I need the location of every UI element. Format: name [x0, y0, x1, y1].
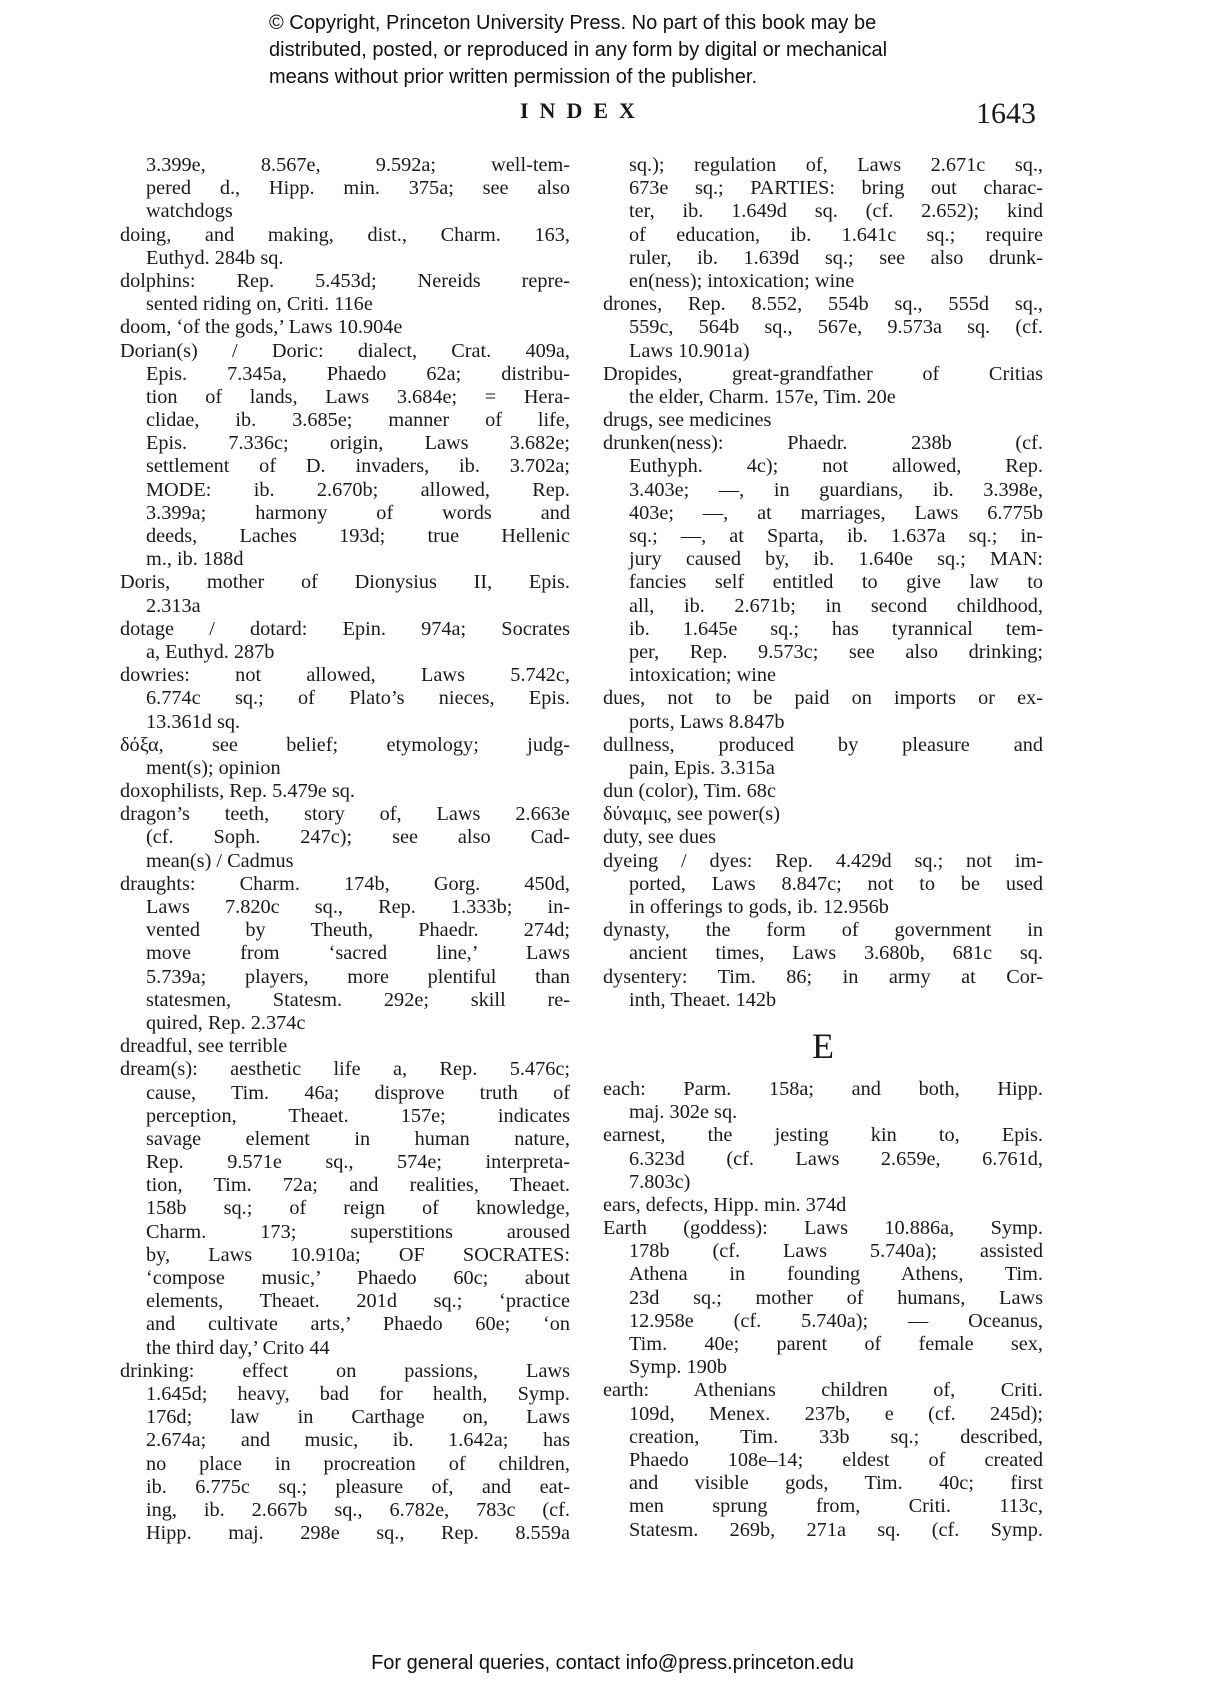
footer-contact: For general queries, contact info@press.princeton.edu	[371, 1652, 854, 1674]
index-line: Hipp. maj. 298e sq., Rep. 8.559a	[146, 1522, 570, 1545]
index-line: maj. 302e sq.	[629, 1101, 738, 1124]
index-line: cause, Tim. 46a; disprove truth of	[146, 1081, 570, 1104]
index-line: no place in procreation of children,	[146, 1452, 570, 1475]
index-line: dreadful, see terrible	[120, 1035, 288, 1058]
index-line: 12.958e (cf. 5.740a); — Oceanus,	[629, 1309, 1043, 1332]
index-line: Earth (goddess): Laws 10.886a, Symp.	[603, 1217, 1043, 1240]
index-line: of education, ib. 1.641c sq.; require	[629, 223, 1043, 246]
index-line: Symp. 190b	[629, 1356, 728, 1379]
index-line: Doris, mother of Dionysius II, Epis.	[120, 571, 570, 594]
index-line: ter, ib. 1.649d sq. (cf. 2.652); kind	[629, 200, 1043, 223]
index-line: drugs, see medicines	[603, 409, 772, 432]
index-line: dotage / dotard: Epin. 974a; Socrates	[120, 617, 570, 640]
index-line: 673e sq.; PARTIES: bring out charac-	[629, 177, 1043, 200]
index-line: 2.674a; and music, ib. 1.642a; has	[146, 1429, 570, 1452]
index-line: the third day,’ Crito 44	[146, 1336, 330, 1359]
index-line: dolphins: Rep. 5.453d; Nereids repre-	[120, 269, 570, 292]
index-line: ears, defects, Hipp. min. 374d	[603, 1193, 847, 1216]
index-line: in offerings to gods, ib. 12.956b	[629, 896, 889, 918]
index-line: 559c, 564b sq., 567e, 9.573a sq. (cf.	[629, 316, 1043, 339]
copyright-line: means without prior written permission of the publisher.	[269, 66, 758, 88]
index-line: dyeing / dyes: Rep. 4.429d sq.; not im-	[603, 849, 1043, 872]
index-line: quired, Rep. 2.374c	[146, 1011, 306, 1034]
index-line: per, Rep. 9.573c; see also drinking;	[629, 640, 1043, 663]
index-line: Charm. 173; superstitions aroused	[146, 1220, 570, 1243]
index-line: a, Euthyd. 287b	[146, 640, 275, 663]
index-line: creation, Tim. 33b sq.; described,	[629, 1425, 1043, 1448]
index-line: 3.403e; —, in guardians, ib. 3.398e,	[629, 478, 1043, 501]
index-line: tion, Tim. 72a; and realities, Theaet.	[146, 1174, 570, 1197]
index-line: drunken(ness): Phaedr. 238b (cf.	[603, 432, 1043, 455]
index-line: 403e; —, at marriages, Laws 6.775b	[629, 501, 1043, 524]
index-line: (cf. Soph. 247c); see also Cad-	[146, 826, 570, 849]
index-line: duty, see dues	[603, 826, 717, 849]
index-line: pered d., Hipp. min. 375a; see also	[146, 177, 570, 200]
index-line: 7.803c)	[629, 1170, 691, 1193]
index-line: m., ib. 188d	[146, 548, 244, 571]
index-line: ancient times, Laws 3.680b, 681c sq.	[629, 942, 1043, 965]
index-line: deeds, Laches 193d; true Hellenic	[146, 525, 570, 547]
index-line: MODE: ib. 2.670b; allowed, Rep.	[146, 478, 570, 501]
index-line: dues, not to be paid on imports or ex-	[603, 687, 1043, 710]
index-line: draughts: Charm. 174b, Gorg. 450d,	[120, 872, 570, 895]
index-line: ported, Laws 8.847c; not to be used	[629, 872, 1043, 895]
index-line: 23d sq.; mother of humans, Laws	[629, 1286, 1043, 1309]
index-line: move from ‘sacred line,’ Laws	[146, 942, 570, 965]
index-line: Dropides, great-grandfather of Critias	[603, 362, 1043, 385]
index-line: sq.; —, at Sparta, ib. 1.637a sq.; in-	[629, 525, 1043, 547]
copyright-notice	[269, 10, 1029, 91]
index-line: mean(s) / Cadmus	[146, 849, 294, 872]
index-line: men sprung from, Criti. 113c,	[629, 1495, 1043, 1518]
index-line: dullness, produced by pleasure and	[603, 733, 1043, 756]
index-line: drones, Rep. 8.552, 554b sq., 555d sq.,	[603, 293, 1043, 316]
index-line: the elder, Charm. 157e, Tim. 20e	[629, 385, 896, 408]
index-line: and cultivate arts,’ Phaedo 60e; ‘on	[146, 1313, 570, 1336]
index-line: Dorian(s) / Doric: dialect, Crat. 409a,	[120, 339, 570, 362]
index-line: 3.399a; harmony of words and	[146, 501, 570, 524]
index-line: dragon’s teeth, story of, Laws 2.663e	[120, 803, 570, 826]
index-line: ib. 6.775c sq.; pleasure of, and eat-	[146, 1475, 570, 1498]
index-line: jury caused by, ib. 1.640e sq.; MAN:	[629, 548, 1043, 571]
index-line: perception, Theaet. 157e; indicates	[146, 1104, 570, 1127]
index-line: Athena in founding Athens, Tim.	[629, 1263, 1043, 1286]
page-number: 1643	[976, 97, 1036, 130]
index-line: 3.399e, 8.567e, 9.592a; well-tem-	[146, 154, 570, 176]
index-line: dowries: not allowed, Laws 5.742c,	[120, 664, 570, 687]
index-line: δύναμις, see power(s)	[603, 803, 780, 826]
index-line: earnest, the jesting kin to, Epis.	[603, 1124, 1043, 1147]
index-line: 158b sq.; of reign of knowledge,	[146, 1197, 570, 1220]
index-line: 6.774c sq.; of Plato’s nieces, Epis.	[146, 687, 570, 710]
index-line: dynasty, the form of government in	[603, 919, 1043, 942]
index-line: 6.323d (cf. Laws 2.659e, 6.761d,	[629, 1147, 1043, 1170]
index-line: 176d; law in Carthage on, Laws	[146, 1406, 570, 1429]
index-line: 13.361d sq.	[146, 710, 241, 733]
index-line: vented by Theuth, Phaedr. 274d;	[146, 919, 570, 942]
index-line: drinking: effect on passions, Laws	[120, 1359, 570, 1382]
index-line: Statesm. 269b, 271a sq. (cf. Symp.	[629, 1518, 1043, 1541]
index-line: Phaedo 108e–14; eldest of created	[629, 1448, 1043, 1471]
index-line: ib. 1.645e sq.; has tyrannical tem-	[629, 617, 1043, 640]
index-line: Rep. 9.571e sq., 574e; interpreta-	[146, 1151, 570, 1174]
index-line: Epis. 7.336c; origin, Laws 3.682e;	[146, 432, 570, 455]
index-line: Laws 10.901a)	[629, 339, 750, 362]
index-line: 5.739a; players, more plentiful than	[146, 965, 570, 988]
index-column-right	[603, 154, 1043, 1542]
index-line: doing, and making, dist., Charm. 163,	[120, 223, 570, 246]
index-line: Euthyph. 4c); not allowed, Rep.	[629, 455, 1043, 478]
index-column-left	[120, 154, 570, 1545]
index-line: doxophilists, Rep. 5.479e sq.	[120, 780, 355, 803]
index-line: watchdogs	[146, 200, 233, 223]
index-line: dysentery: Tim. 86; in army at Cor-	[603, 965, 1043, 988]
index-line: Laws 7.820c sq., Rep. 1.333b; in-	[146, 896, 570, 918]
index-line: ‘compose music,’ Phaedo 60c; about	[146, 1267, 570, 1289]
index-line: clidae, ib. 3.685e; manner of life,	[146, 409, 570, 432]
index-line: Epis. 7.345a, Phaedo 62a; distribu-	[146, 362, 570, 385]
index-line: elements, Theaet. 201d sq.; ‘practice	[146, 1290, 570, 1313]
index-line: ment(s); opinion	[146, 756, 281, 779]
index-line: ruler, ib. 1.639d sq.; see also drunk-	[629, 246, 1043, 269]
index-line: and visible gods, Tim. 40c; first	[629, 1472, 1043, 1495]
index-line: doom, ‘of the gods,’ Laws 10.904e	[120, 316, 403, 339]
index-line: ports, Laws 8.847b	[629, 710, 785, 733]
index-line: 109d, Menex. 237b, e (cf. 245d);	[629, 1402, 1043, 1425]
index-line: pain, Epis. 3.315a	[629, 756, 775, 779]
index-line: tion of lands, Laws 3.684e; = Hera-	[146, 385, 570, 408]
index-line: dream(s): aesthetic life a, Rep. 5.476c;	[120, 1058, 570, 1081]
copyright-line: distributed, posted, or reproduced in any form by digital or mechanical	[269, 39, 888, 61]
index-line: 1.645d; heavy, bad for health, Symp.	[146, 1382, 570, 1405]
running-head: INDEX	[520, 98, 646, 123]
index-line: settlement of D. invaders, ib. 3.702a;	[146, 455, 570, 478]
copyright-line: © Copyright, Princeton University Press. No part of this book may be	[269, 12, 877, 34]
index-line: each: Parm. 158a; and both, Hipp.	[603, 1077, 1043, 1100]
index-line: by, Laws 10.910a; OF SOCRATES:	[146, 1243, 570, 1266]
index-line: fancies self entitled to give law to	[629, 571, 1043, 594]
index-line: δόξα, see belief; etymology; judg-	[120, 733, 570, 756]
index-line: inth, Theaet. 142b	[629, 988, 777, 1011]
section-letter: E	[812, 1025, 834, 1066]
index-line: 178b (cf. Laws 5.740a); assisted	[629, 1240, 1043, 1263]
index-line: intoxication; wine	[629, 664, 777, 687]
index-line: dun (color), Tim. 68c	[603, 780, 776, 803]
index-line: earth: Athenians children of, Criti.	[603, 1379, 1043, 1402]
index-line: Euthyd. 284b sq.	[146, 246, 284, 269]
index-line: 2.313a	[146, 594, 201, 617]
index-line: sented riding on, Criti. 116e	[146, 293, 373, 316]
index-line: sq.); regulation of, Laws 2.671c sq.,	[629, 154, 1043, 176]
index-line: all, ib. 2.671b; in second childhood,	[629, 594, 1043, 617]
index-line: ing, ib. 2.667b sq., 6.782e, 783c (cf.	[146, 1498, 570, 1521]
index-line: statesmen, Statesm. 292e; skill re-	[146, 988, 570, 1011]
index-line: Tim. 40e; parent of female sex,	[629, 1333, 1043, 1355]
index-line: en(ness); intoxication; wine	[629, 269, 855, 292]
index-line: savage element in human nature,	[146, 1127, 570, 1150]
